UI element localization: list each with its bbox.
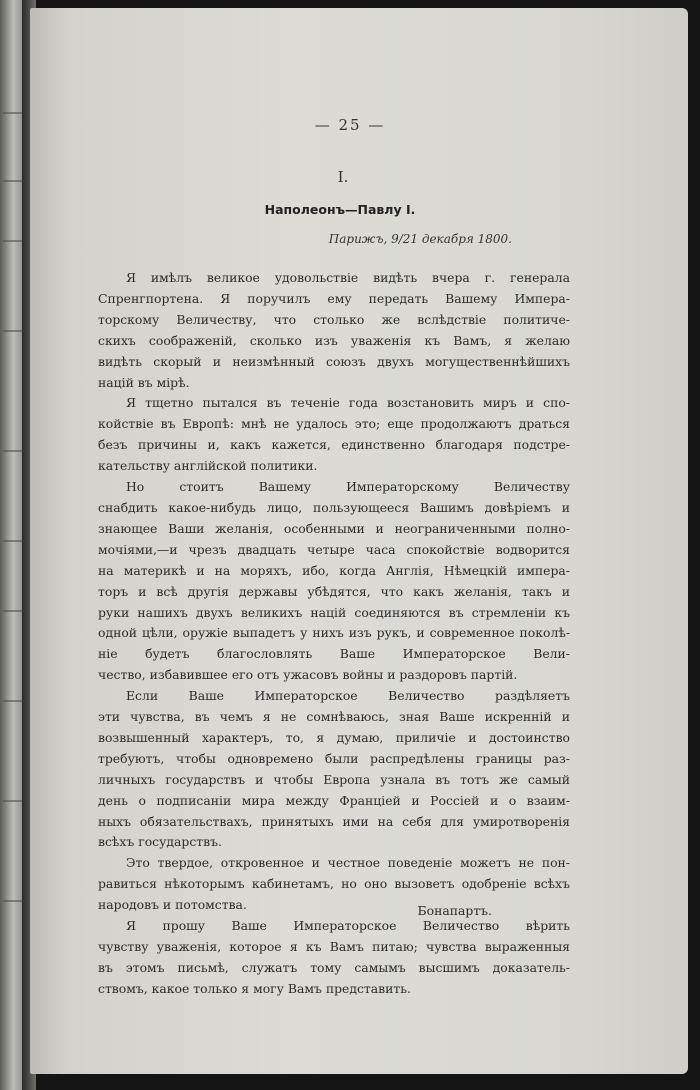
text-line: всѣхъ государствъ. [98,834,222,850]
text-line: руки нашихъ двухъ великихъ націй соединяются въ стремленіи къ [98,604,570,620]
left-page-text-fragment [3,112,23,121]
text-line: чество, избавившее его отъ ужасовъ войны и раздоровъ партій. [98,667,518,683]
text-line: снабдить какое-нибудь лицо, пользующееся Вашимъ довѣріемъ и [98,499,570,515]
left-page-edge [0,0,24,1090]
text-line: на материкѣ и на моряхъ, ибо, когда Англія, Нѣмецкій импера- [98,562,570,578]
text-line: безъ причины и, какъ кажется, единственно благодаря подстре- [98,437,570,453]
section-number: I. [337,168,349,186]
left-page-text-fragment [3,450,23,459]
text-line: одной цѣли, оружіе выпадетъ у нихъ изъ рукъ, и современное поколѣ- [98,625,570,641]
text-line: скихъ соображеній, сколько изъ уваженія къ Вамъ, я желаю [98,332,570,348]
place-date: Парижъ, 9/21 декабря 1800. [328,232,512,246]
text-line: ныхъ обязательствахъ, принятыхъ ими на себя для умиротворенія [98,813,570,829]
text-line: личныхъ государствъ и чтобы Европа узнала въ тотъ же самый [98,771,570,787]
text-line: возвышенный характеръ, то, я думаю, приличіе и достоинство [98,729,570,745]
text-line: койствіе въ Европѣ: мнѣ не удалось это; еще продолжаютъ драться [98,416,570,432]
left-page-text-fragment [3,900,23,909]
text-line: знающее Ваши желанія, особенными и неограниченными полно- [98,520,570,536]
text-line: Но стоитъ Вашему Императорскому Величеству [126,479,570,495]
signature: Бонапартъ. [417,903,492,918]
text-line: мочіями,—и чрезъ двадцать четыре часа спокойствіе водворится [98,541,570,557]
left-page-text-fragment [3,700,23,709]
text-line: торскому Величеству, что столько же вслѣдствіе политиче- [98,311,570,327]
text-line: ствомъ, какое только я могу Вамъ представить. [98,980,411,996]
text-line: народовъ и потомства. [98,897,247,913]
text-line: видѣть скорый и неизмѣнный союзъ двухъ могущественнѣйшихъ [98,353,570,369]
text-line: націй въ мірѣ. [98,374,190,390]
text-line: эти чувства, въ чемъ я не сомнѣваюсь, зная Ваше искренній и [98,709,570,725]
text-line: кательству англійской политики. [98,458,318,474]
text-line: Я тщетно пытался въ теченіе года возстановить миръ и спо- [126,395,570,411]
left-page-text-fragment [3,540,23,549]
text-line: Спренгпортена. Я поручилъ ему передать Вашему Импера- [98,290,570,306]
left-page-text-fragment [3,610,23,619]
text-line: ніе будетъ благословлять Ваше Императорское Вели- [98,646,570,662]
text-line: въ этомъ письмѣ, служатъ тому самымъ высшимъ доказатель- [98,959,570,975]
text-line: Если Ваше Императорское Величество раздѣляетъ [126,688,570,704]
text-line: требуютъ, чтобы одновремено были распредѣлены границы раз- [98,750,570,766]
left-page-text-fragment [3,330,23,339]
text-line: торъ и всѣ другія державы убѣдятся, что какъ желанія, такъ и [98,583,570,599]
text-line: день о подписаніи мира между Франціей и Россіей и о взаим- [98,792,570,808]
text-line: Это твердое, откровенное и честное поведеніе можетъ не пон- [126,855,570,871]
book-page [30,8,688,1074]
page-number: — 25 — [314,116,386,134]
left-page-text-fragment [3,800,23,809]
text-line: равиться нѣкоторымъ кабинетамъ, но оно вызоветъ одобреніе всѣхъ [98,876,570,892]
left-page-text-fragment [3,180,23,189]
letter-title: Наполеонъ—Павлу I. [264,202,416,217]
left-page-text-fragment [3,240,23,249]
text-line: чувству уваженія, которое я къ Вамъ питаю; чувства выраженныя [98,939,570,954]
letter-body [98,268,570,1000]
text-line: Я прошу Ваше Императорское Величество вѣрить [126,918,570,934]
text-line: Я имѣлъ великое удовольствіе видѣть вчера г. генерала [126,270,570,285]
